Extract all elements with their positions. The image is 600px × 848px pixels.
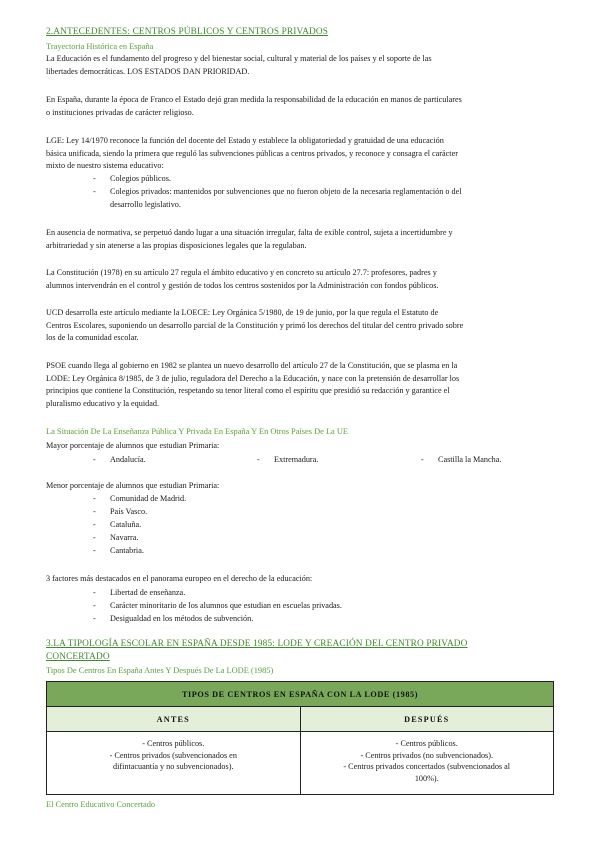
- text-line: básica unificada, siendo la primera que reguló las subvenciones públicas a centros privados, y reconoce y consagra el carácter: [46, 148, 458, 158]
- cell-line: - Centros públicos.: [142, 739, 205, 748]
- text-line: La Educación es el fundamento del progreso y del bienestar social, cultural y material de los países y el soporte de las: [46, 54, 432, 63]
- text-line: pluralismo educativo y la equidad.: [46, 398, 160, 408]
- section-2-subheading: Trayectoria Histórica en España: [46, 42, 154, 51]
- text-line: mixto de nuestro sistema educativo:: [46, 161, 164, 171]
- table-header-antes: ANTES: [47, 707, 301, 732]
- list-item: - Cantabria.: [93, 546, 144, 555]
- list-item: - Desigualdad en los métodos de subvención.: [93, 614, 254, 623]
- text-line: La Constitución (1978) en su artículo 27 regula el ámbito educativo y en concreto su artículo 27.7: profesores, padres y: [46, 268, 437, 277]
- list-item-continuation: desarrollo legislativo.: [110, 200, 181, 209]
- mayor-porcentaje-intro: Mayor porcentaje de alumnos que estudian Primaria:: [46, 441, 220, 450]
- list-item: Castilla la Mancha.: [438, 455, 502, 464]
- paragraph-franco: [46, 94, 552, 119]
- section-2-heading: 2.ANTECEDENTES: CENTROS PÚBLICOS Y CENTROS PRIVADOS: [46, 27, 329, 37]
- text-line: PSOE cuando llega al gobierno en 1982 se plantea un nuevo desarrollo del artículo 27 de la Constitución, que se plasma en la: [46, 361, 458, 370]
- text-line: LGE: Ley 14/1970 reconoce la función del docente del Estado y establece la obligatoriedad y gratuidad de una educación: [46, 136, 444, 145]
- table-title: TIPOS DE CENTROS EN ESPAÑA CON LA LODE (1985): [47, 682, 554, 707]
- text-line: libertades democráticas. LOS ESTADOS DAN PRIORIDAD.: [46, 66, 250, 76]
- list-item: - País Vasco.: [93, 507, 148, 516]
- list-item: - Comunidad de Madrid.: [93, 494, 187, 503]
- list-dash: -: [421, 455, 424, 464]
- list-item: Extremadura.: [274, 455, 319, 464]
- paragraph-normativa: [46, 227, 552, 252]
- list-item: - Colegios privados: mantenidos por subvenciones que no fueron objeto de la necesaria reglamentación o del: [93, 187, 462, 196]
- list-item: Andalucía.: [110, 455, 146, 464]
- list-item: - Cataluña.: [93, 520, 142, 529]
- section-3-heading: 3.LA TIPOLOGÍA ESCOLAR EN ESPAÑA DESDE 1985: LODE Y CREACIÓN DEL CENTRO PRIVADO: [46, 639, 468, 649]
- text-line: los de la comunidad escolar.: [46, 333, 139, 343]
- cell-line: - Centros privados concertados (subvencionados al: [343, 762, 511, 772]
- text-line: Centros Escolares, suponiendo un desarrollo parcial de la Constitución y primó los derechos del titular del centro privado sobre: [46, 320, 464, 330]
- text-line: alumnos intervendrán en el control y gestión de todos los centros sostenidos por la Administración con fondos públicos.: [46, 280, 439, 290]
- cell-line: - Centros privados (no subvencionados).: [360, 750, 494, 760]
- list-item: - Carácter minoritario de los alumnos que estudian en escuelas privadas.: [93, 601, 342, 610]
- cell-line: 100%).: [414, 773, 439, 783]
- menor-porcentaje-intro: Menor porcentaje de alumnos que estudian Primaria:: [46, 481, 220, 490]
- text-line: LODE: Ley Orgánica 8/1985, de 3 de julio, reguladora del Derecho a la Educación, y nace con la pretensión de desarrollar los: [46, 373, 460, 383]
- table-cell-antes: [47, 732, 301, 795]
- list-dash: -: [93, 455, 96, 464]
- list-item: - Colegios públicos.: [93, 174, 171, 183]
- list-item: - Navarra.: [93, 533, 139, 542]
- section-3-heading-cont: CONCERTADO: [46, 652, 110, 662]
- lode-table: [46, 681, 554, 795]
- text-line: En ausencia de normativa, se perpetuó dando lugar a una situación irregular, falta de exible control, sujeta a incertidumbre y: [46, 228, 453, 237]
- cell-line: - Centros públicos.: [395, 739, 458, 748]
- paragraph-constitucion: [46, 267, 552, 292]
- table-cell-despues: [300, 732, 554, 795]
- table-header-despues: DESPUÉS: [300, 707, 554, 732]
- centro-concertado-subheading: El Centro Educativo Concertado: [46, 800, 156, 809]
- situacion-subheading: La Situación De La Enseñanza Pública Y Privada En España Y En Otros Países De La UE: [46, 427, 349, 436]
- paragraph-educacion: [46, 53, 552, 78]
- text-line: arbitrariedad y sin atenerse a las propias disposiciones legales que la regulaban.: [46, 240, 307, 250]
- section-3-subheading: Tipos De Centros En España Antes Y Después De La LODE (1985): [46, 666, 274, 675]
- paragraph-ucd: [46, 307, 552, 345]
- list-dash: -: [257, 455, 260, 464]
- text-line: o instituciones privadas de carácter religioso.: [46, 107, 194, 117]
- list-item: - Libertad de enseñanza.: [93, 588, 186, 597]
- factores-intro: 3 factores más destacados en el panorama europeo en el derecho de la educación:: [46, 574, 313, 583]
- paragraph-psoe: [46, 360, 552, 410]
- text-line: principios que contiene la Constitución, respetando su tenor literal como el espíritu que presidió su redacción y garantice el: [46, 386, 450, 396]
- paragraph-lge: [46, 135, 552, 173]
- text-line: En España, durante la época de Franco el Estado dejó gran medida la responsabilidad de la educación en manos de particulares: [46, 95, 462, 104]
- text-line: UCD desarrolla este artículo mediante la LOECE: Ley Orgánica 5/1980, de 19 de junio, por la que regula el Estatuto de: [46, 308, 439, 317]
- cell-line: - Centros privados (subvencionados en: [109, 750, 237, 760]
- cell-line: difintacuantía y no subvencionados).: [112, 762, 234, 772]
